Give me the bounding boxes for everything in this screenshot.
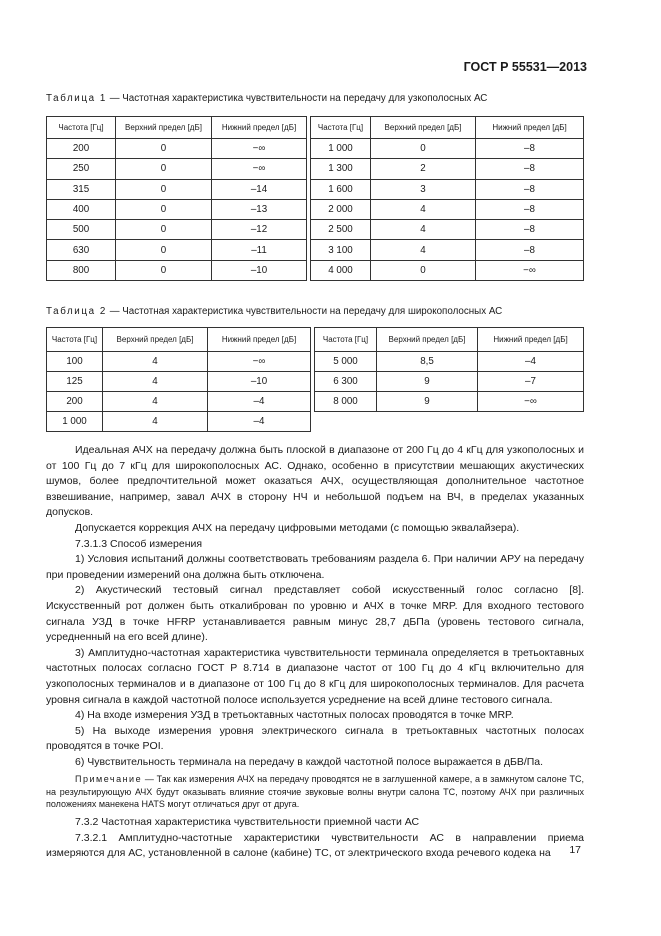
- table-cell: 2 000: [311, 199, 371, 219]
- table-cell: 315: [47, 179, 116, 199]
- table2-header-cell: Верхний предел [дБ]: [103, 328, 208, 352]
- table2-header-cell: Верхний предел [дБ]: [377, 328, 478, 352]
- table-cell: 250: [47, 159, 116, 179]
- document-id: ГОСТ Р 55531—2013: [463, 60, 587, 74]
- table-row: [47, 372, 584, 392]
- table1: [46, 116, 584, 281]
- table1-header-cell: Верхний предел [дБ]: [116, 117, 212, 139]
- table2-body: [47, 352, 584, 432]
- table-cell: −∞: [476, 260, 584, 280]
- table-cell: −∞: [208, 352, 311, 372]
- table-row: [47, 179, 584, 199]
- table2-caption: [46, 306, 502, 317]
- table-row: [47, 139, 584, 159]
- table-cell: 0: [116, 159, 212, 179]
- table-cell: [315, 412, 377, 432]
- table-cell: −∞: [478, 392, 584, 412]
- table2: [46, 327, 584, 432]
- note: [46, 773, 584, 811]
- table-cell: 4: [371, 240, 476, 260]
- table-cell: 2 500: [311, 220, 371, 240]
- table-row: [47, 260, 584, 280]
- table1-header-cell: Верхний предел [дБ]: [371, 117, 476, 139]
- table-row: [47, 199, 584, 219]
- section-heading: 7.3.2 Частотная характеристика чувствительности приемной части АС: [75, 815, 420, 828]
- paragraph: 5) На выходе измерения уровня электрического сигнала в третьоктавных частотных полосах проводятся в точке POI.: [46, 724, 584, 753]
- table-cell: 4: [103, 412, 208, 432]
- paragraph: Идеальная АЧХ на передачу должна быть плоской в диапазоне от 200 Гц до 4 кГц для узкополосных и от 100 Гц до 7 кГц для широкополосных АС. Однако, особенно в присутствии мешающих акустических шумов, более предпочтительной может оказаться АЧХ, осуществляющая дополнительное частотное взвешивание, например, завал АЧХ в сторону НЧ и небольшой подъем на ВЧ, в пределах указанных допусков.: [46, 444, 584, 519]
- table-row: [47, 412, 584, 432]
- table-row: [47, 352, 584, 372]
- table-cell: 8,5: [377, 352, 478, 372]
- paragraph: 1) Условия испытаний должны соответствовать требованиям раздела 6. При наличии АРУ на передачу при проведении измерений она должна быть отключена.: [46, 553, 584, 581]
- table-row: [47, 240, 584, 260]
- table-row: [47, 392, 584, 412]
- paragraph: 3) Амплитудно-частотная характеристика чувствительности терминала определяется в третьоктавных частотных полосах согласно ГОСТ Р 8.714 в диапазоне частот от 100 Гц до 4 кГц включительно для узкополосных терминалов и в диапазоне от 100 Гц до 8 кГц для широкополосных терминалов. Для расчета уровня сигнала в каждой частотной полосе используется усреднение на всей длине тестового сигнала.: [46, 646, 584, 706]
- table-cell: –8: [476, 240, 584, 260]
- table2-caption-prefix: Таблица 2: [46, 306, 107, 317]
- table2-header-cell: Нижний предел [дБ]: [478, 328, 584, 352]
- paragraph: 6) Чувствительность терминала на передачу в каждой частотной полосе выражается в дБВ/Па.: [75, 755, 544, 768]
- table-cell: 8 000: [315, 392, 377, 412]
- table-row: [47, 220, 584, 240]
- table-cell: 0: [116, 220, 212, 240]
- table-cell: –11: [212, 240, 307, 260]
- table-cell: 0: [116, 199, 212, 219]
- table-cell: 3: [371, 179, 476, 199]
- table-cell: [377, 412, 478, 432]
- table-cell: –8: [476, 220, 584, 240]
- table-cell: 5 000: [315, 352, 377, 372]
- table-cell: 4: [371, 220, 476, 240]
- table1-header-cell: Нижний предел [дБ]: [212, 117, 307, 139]
- table-cell: 2: [371, 159, 476, 179]
- table-cell: 9: [377, 372, 478, 392]
- paragraph: 2) Акустический тестовый сигнал представляет собой искусственный голос согласно [8]. Искусственный рот должен быть откалиброван по уровню и АЧХ в точке MRP. Для входного тестового сигнала УЗД в точке HFRP устанавливается равным минус 28,7 дБПа (уровень тестового сигнала, усредненный на его всей длине).: [46, 584, 584, 644]
- note-label: Примечание: [75, 774, 143, 785]
- table-cell: 0: [371, 260, 476, 280]
- table-cell: 4: [103, 392, 208, 412]
- table-cell: 4: [371, 199, 476, 219]
- table-cell: 9: [377, 392, 478, 412]
- paragraph: 4) На входе измерения УЗД в третьоктавных частотных полосах проводятся в точке MRP.: [75, 709, 514, 722]
- table-cell: 0: [371, 139, 476, 159]
- table1-header-cell: Нижний предел [дБ]: [476, 117, 584, 139]
- table1-caption-text: — Частотная характеристика чувствительности на передачу для узкополосных АС: [106, 93, 488, 104]
- table-cell: 4: [103, 372, 208, 392]
- table-cell: 630: [47, 240, 116, 260]
- table-cell: –14: [212, 179, 307, 199]
- table-cell: 1 300: [311, 159, 371, 179]
- table-cell: –4: [478, 352, 584, 372]
- table-cell: 3 100: [311, 240, 371, 260]
- table-cell: –4: [208, 412, 311, 432]
- table-cell: 6 300: [315, 372, 377, 392]
- table-row: [47, 159, 584, 179]
- table-cell: 1 000: [47, 412, 103, 432]
- table-cell: 1 000: [311, 139, 371, 159]
- table2-caption-text: — Частотная характеристика чувствительности на передачу для широкополосных АС: [106, 306, 503, 317]
- table1-header-cell: Частота [Гц]: [311, 117, 371, 139]
- table-cell: 0: [116, 179, 212, 199]
- table-cell: 100: [47, 352, 103, 372]
- paragraph: 7.3.2.1 Амплитудно-частотные характеристики чувствительности АС в направлении приема измеряются для АС, установленной в салоне (кабине) ТС, от электрического входа речевого кодека на: [46, 831, 584, 860]
- table1-body: [47, 139, 584, 281]
- table2-header-row: [47, 328, 584, 352]
- table-cell: 0: [116, 240, 212, 260]
- table-cell: 0: [116, 139, 212, 159]
- table-cell: –12: [212, 220, 307, 240]
- table2-header-cell: Частота [Гц]: [47, 328, 103, 352]
- table-cell: –4: [208, 392, 311, 412]
- table-cell: –8: [476, 159, 584, 179]
- table-cell: 125: [47, 372, 103, 392]
- body-text: [46, 443, 584, 862]
- paragraph: Допускается коррекция АЧХ на передачу цифровыми методами (с помощью эквалайзера).: [75, 521, 520, 534]
- table-cell: 500: [47, 220, 116, 240]
- table-cell: –13: [212, 199, 307, 219]
- table2-header-cell: Нижний предел [дБ]: [208, 328, 311, 352]
- table-cell: −∞: [212, 139, 307, 159]
- table-cell: 800: [47, 260, 116, 280]
- section-heading: 7.3.1.3 Способ измерения: [75, 537, 203, 550]
- table-cell: –8: [476, 199, 584, 219]
- table-cell: [478, 412, 584, 432]
- table-cell: 0: [116, 260, 212, 280]
- page-number: 17: [569, 844, 581, 856]
- table1-caption-prefix: Таблица 1: [46, 93, 107, 104]
- table-cell: –10: [212, 260, 307, 280]
- table-cell: –8: [476, 139, 584, 159]
- table1-header-cell: Частота [Гц]: [47, 117, 116, 139]
- table-cell: 4 000: [311, 260, 371, 280]
- table-cell: 200: [47, 392, 103, 412]
- table1-header-row: [47, 117, 584, 139]
- table2-header-cell: Частота [Гц]: [315, 328, 377, 352]
- table-cell: –7: [478, 372, 584, 392]
- table-cell: –8: [476, 179, 584, 199]
- table-cell: −∞: [212, 159, 307, 179]
- table-cell: 200: [47, 139, 116, 159]
- table-cell: 4: [103, 352, 208, 372]
- table-cell: 1 600: [311, 179, 371, 199]
- note-text: — Так как измерения АЧХ на передачу проводятся не в заглушенной камере, а в замкнутом салоне ТС, на результирующую АЧХ будут оказывать влияние стоячие звуковые волны внутри салона ТС, поэтому АЧХ при различных положениях манекена HATS могут отличаться друг от друга.: [46, 774, 584, 810]
- table1-caption: [46, 93, 487, 104]
- table-cell: –10: [208, 372, 311, 392]
- table-cell: 400: [47, 199, 116, 219]
